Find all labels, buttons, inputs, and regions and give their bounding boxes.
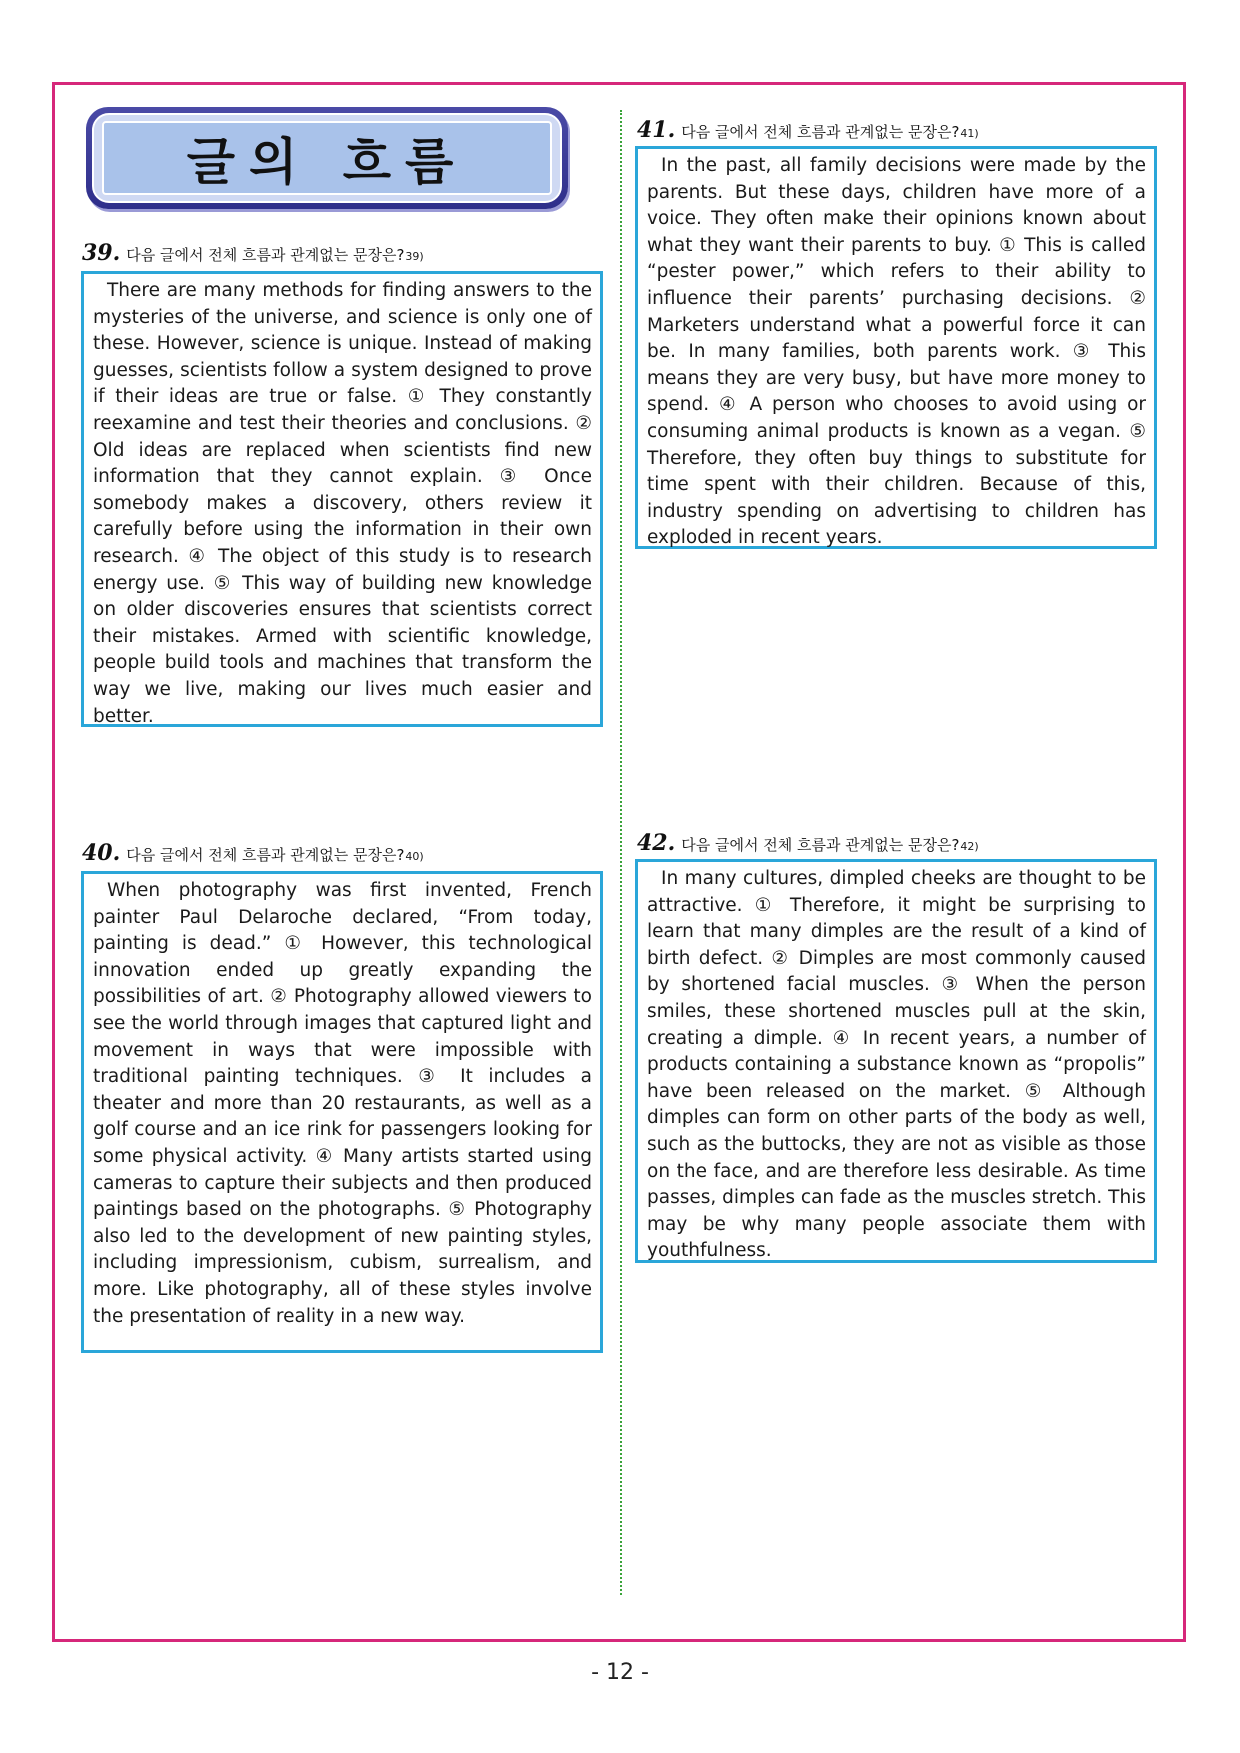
question-number: 40. bbox=[82, 840, 121, 866]
footnote-ref: 39) bbox=[405, 250, 424, 263]
question-40-passage-box bbox=[81, 871, 603, 1353]
passage-text: In many cultures, dimpled cheeks are thought to be attractive. ① Therefore, it might be surprising to learn that many dimples are the result of a kind of birth defect. ② Dimples are most commonly caused by shortened facial muscles. ③ When the person smiles, these shortened muscles pull at the skin, creating a dimple. ④ In recent years, a number of products containing a substance known as “propolis” have been released on the market. ⑤ Although dimples can form on other parts of the body as well, such as the buttocks, they are not as visible as those on the face, and are therefore less desirable. As time passes, dimples can fade as the muscles stretch. This may be why many people associate them with youthfulness. bbox=[647, 868, 1146, 1262]
page-number: - 12 - bbox=[591, 1660, 649, 1685]
question-41-passage-box bbox=[635, 146, 1157, 549]
question-39-passage-box bbox=[81, 271, 603, 727]
footnote-ref: 42) bbox=[960, 840, 979, 853]
question-prompt: 다음 글에서 전체 흐름과 관계없는 문장은? bbox=[126, 246, 405, 264]
footnote-ref: 41) bbox=[960, 127, 979, 140]
section-title-badge bbox=[86, 107, 568, 209]
question-prompt: 다음 글에서 전체 흐름과 관계없는 문장은? bbox=[681, 836, 960, 854]
question-number: 42. bbox=[637, 830, 676, 856]
title-badge-inner bbox=[102, 121, 552, 195]
question-number: 39. bbox=[82, 240, 121, 266]
passage-text: In the past, all family decisions were made by the parents. But these days, children have more of a voice. They often make their opinions known about what they want their parents to buy. ① This is called “pester power,” which refers to their ability to influence their parents’ purchasing decisions. ② Marketers understand what a powerful force it can be. In many families, both parents work. ③ This means they are very busy, but have more money to spend. ④ A person who chooses to avoid using or consuming animal products is known as a vegan. ⑤ Therefore, they often buy things to substitute for time spent with their children. Because of this, industry spending on advertising to children has exploded in recent years. bbox=[647, 155, 1146, 549]
passage-text: There are many methods for finding answers to the mysteries of the universe, and science is only one of these. However, science is unique. Instead of making guesses, scientists follow a system designed to prove if their ideas are true or false. ① They constantly reexamine and test their theories and conclusions. ② Old ideas are replaced when scientists find new information that they cannot explain. ③ Once somebody makes a discovery, others review it carefully before using the information in their own research. ④ The object of this study is to research energy use. ⑤ This way of building new knowledge on older discoveries ensures that scientists correct their mistakes. Armed with scientific knowledge, people build tools and machines that transform the way we live, making our lives much easier and better. bbox=[93, 280, 592, 727]
question-prompt: 다음 글에서 전체 흐름과 관계없는 문장은? bbox=[681, 123, 960, 141]
question-39-header bbox=[82, 240, 424, 266]
column-divider bbox=[620, 110, 622, 1595]
question-number: 41. bbox=[637, 117, 676, 143]
question-40-header bbox=[82, 840, 424, 866]
question-42-passage-box bbox=[635, 859, 1157, 1263]
passage-text: When photography was first invented, French painter Paul Delaroche declared, “From today, painting is dead.” ① However, this technological innovation ended up greatly expanding the possibilities of art. ② Photography allowed viewers to see the world through images that captured light and movement in ways that were impossible with traditional painting techniques. ③ It includes a theater and more than 20 restaurants, as well as a golf course and an ice rink for passengers looking for some physical activity. ④ Many artists started using cameras to capture their subjects and then produced paintings based on the photographs. ⑤ Photography also led to the development of new painting styles, including impressionism, cubism, surrealism, and more. Like photography, all of these styles involve the presentation of reality in a new way. bbox=[93, 880, 592, 1327]
question-prompt: 다음 글에서 전체 흐름과 관계없는 문장은? bbox=[126, 846, 405, 864]
section-title: 글의 흐름 bbox=[186, 133, 468, 191]
footnote-ref: 40) bbox=[405, 850, 424, 863]
question-42-header bbox=[637, 830, 979, 856]
question-41-header bbox=[637, 117, 979, 143]
